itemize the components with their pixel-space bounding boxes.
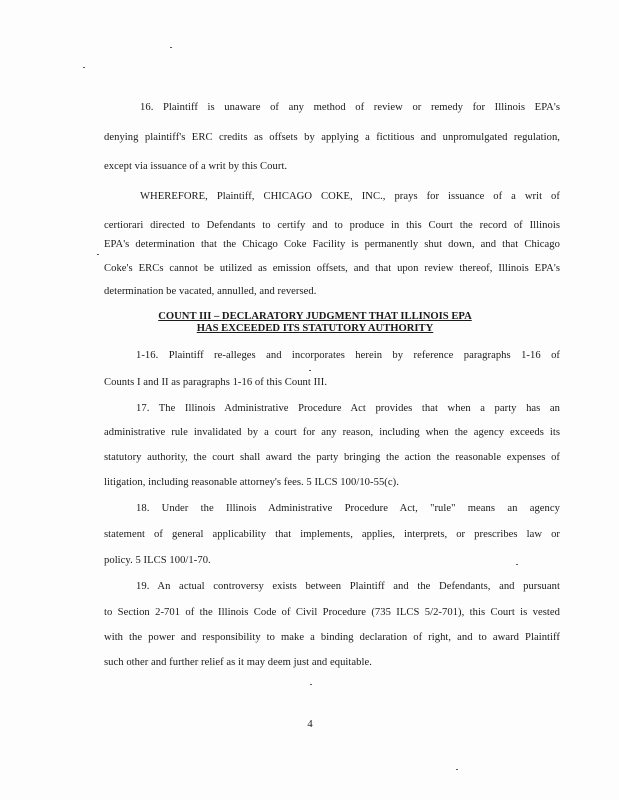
- wherefore-line-5: determination be vacated, annulled, and reversed.: [104, 286, 317, 297]
- scan-speck: [170, 47, 172, 48]
- paragraph-17-line-3: statutory authority, the court shall award the party bringing the action the reasonable expenses of: [104, 452, 560, 463]
- paragraph-18-line-1: 18. Under the Illinois Administrative Procedure Act, "rule" means an agency: [136, 503, 560, 514]
- scan-speck: [516, 564, 518, 565]
- count-heading-line-2: HAS EXCEEDED ITS STATUTORY AUTHORITY: [196, 323, 434, 334]
- paragraph-17-line-4: litigation, including reasonable attorney's fees. 5 ILCS 100/10-55(c).: [104, 477, 399, 488]
- paragraph-1-16-line-2: Counts I and II as paragraphs 1-16 of this Count III.: [104, 377, 328, 388]
- scan-speck: [456, 769, 458, 770]
- paragraph-17-line-2: administrative rule invalidated by a court for any reason, including when the agency exceeds its: [104, 427, 560, 438]
- wherefore-line-4: Coke's ERCs cannot be utilized as emission offsets, and that upon review thereof, Illinois EPA's: [104, 263, 560, 274]
- scan-speck: [309, 370, 311, 371]
- paragraph-1-16-line-1: 1-16. Plaintiff re-alleges and incorporates herein by reference paragraphs 1-16 of: [136, 350, 560, 361]
- paragraph-18-line-3: policy. 5 ILCS 100/1-70.: [104, 555, 211, 566]
- count-heading-line-1: COUNT III – DECLARATORY JUDGMENT THAT ILLINOIS EPA: [158, 311, 472, 322]
- page-number: 4: [307, 719, 313, 730]
- paragraph-16-line-3: except via issuance of a writ by this Court.: [104, 161, 288, 172]
- wherefore-line-1: WHEREFORE, Plaintiff, CHICAGO COKE, INC., prays for issuance of a writ of: [140, 191, 560, 202]
- paragraph-19-line-2: to Section 2-701 of the Illinois Code of Civil Procedure (735 ILCS 5/2-701), this Court is vested: [104, 607, 560, 618]
- scan-speck: [83, 67, 85, 68]
- wherefore-line-3: EPA's determination that the Chicago Coke Facility is permanently shut down, and that Chicago: [104, 239, 560, 250]
- paragraph-18-line-2: statement of general applicability that implements, applies, interprets, or prescribes law or: [104, 529, 560, 540]
- paragraph-16-line-2: denying plaintiff's ERC credits as offsets by applying a fictitious and unpromulgated regulation,: [104, 132, 560, 143]
- scan-speck: [310, 684, 312, 685]
- scan-speck: [97, 254, 99, 255]
- paragraph-19-line-3: with the power and responsibility to make a binding declaration of right, and to award Plaintiff: [104, 632, 560, 643]
- paragraph-17-line-1: 17. The Illinois Administrative Procedure Act provides that when a party has an: [136, 403, 560, 414]
- wherefore-line-2: certiorari directed to Defendants to certify and to produce in this Court the record of Illinois: [104, 220, 560, 231]
- paragraph-19-line-1: 19. An actual controversy exists between Plaintiff and the Defendants, and pursuant: [136, 581, 560, 592]
- paragraph-16-line-1: 16. Plaintiff is unaware of any method of review or remedy for Illinois EPA's: [140, 102, 560, 113]
- paragraph-19-line-4: such other and further relief as it may deem just and equitable.: [104, 657, 372, 668]
